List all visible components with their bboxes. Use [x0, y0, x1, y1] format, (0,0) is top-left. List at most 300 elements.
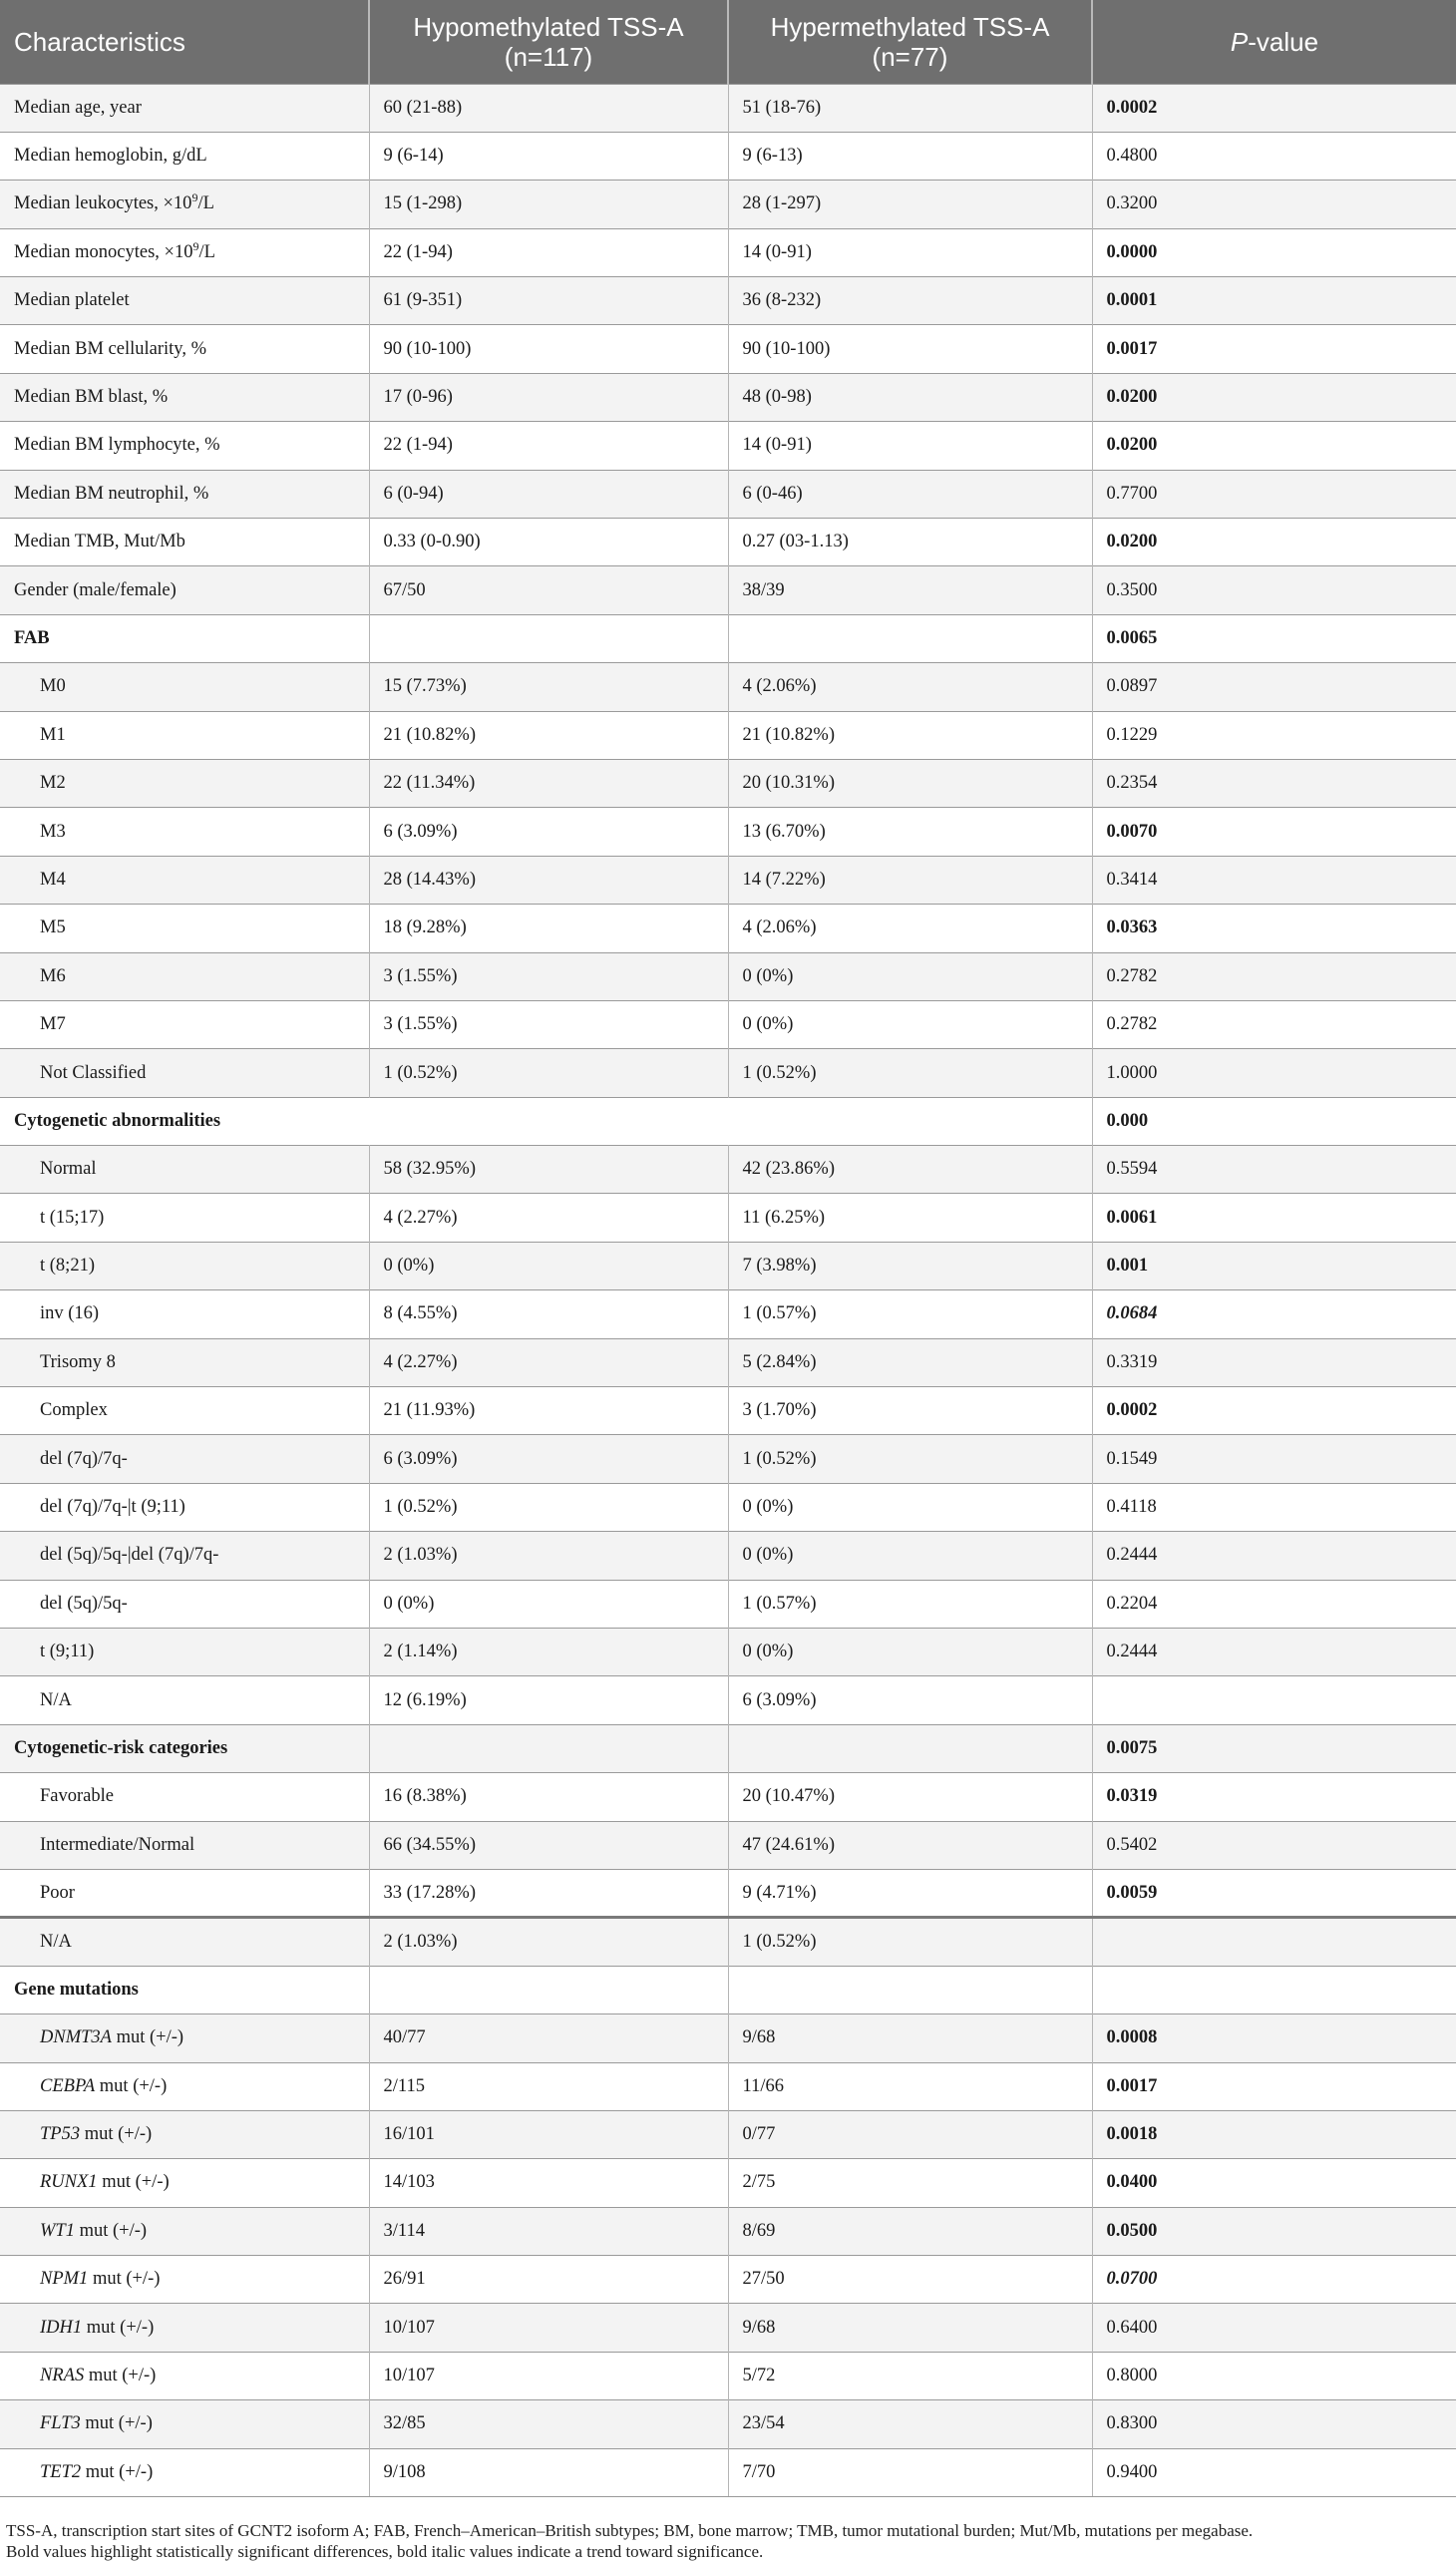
characteristic-cell — [0, 2159, 369, 2207]
characteristic-cell — [0, 519, 369, 566]
pvalue-cell: 0.2354 — [1092, 759, 1456, 807]
hypermethylated-cell: 13 (6.70%) — [728, 808, 1092, 856]
hypermethylated-cell: 36 (8-232) — [728, 277, 1092, 325]
hypomethylated-cell: 90 (10-100) — [369, 325, 728, 373]
hypomethylated-cell: 4 (2.27%) — [369, 1194, 728, 1242]
characteristic-label: Median BM cellularity, % — [14, 338, 207, 359]
superscript: 9 — [192, 238, 199, 253]
hypermethylated-cell — [728, 1097, 1092, 1145]
pvalue-cell: 1.0000 — [1092, 1049, 1456, 1097]
hypomethylated-cell: 9/108 — [369, 2448, 728, 2496]
section-row — [0, 1724, 1456, 1772]
table-row — [0, 132, 1456, 180]
characteristic-cell — [0, 808, 369, 856]
characteristic-cell — [0, 325, 369, 373]
table-row — [0, 711, 1456, 759]
characteristic-cell — [0, 1194, 369, 1242]
characteristic-label-suffix: /L — [197, 193, 214, 214]
hypomethylated-cell: 3 (1.55%) — [369, 1000, 728, 1048]
pvalue-cell: 0.0008 — [1092, 2014, 1456, 2062]
hypermethylated-cell: 9 (4.71%) — [728, 1869, 1092, 1917]
hypomethylated-cell: 10/107 — [369, 2352, 728, 2399]
characteristic-cell — [0, 1146, 369, 1194]
pvalue-cell: 0.0059 — [1092, 1869, 1456, 1917]
footnote-significance: Bold values highlight statistically significant differences, bold italic values indicate a trend toward significance. — [6, 2542, 764, 2561]
characteristic-label: Median monocytes, ×10 — [14, 241, 193, 262]
hypermethylated-cell: 0.27 (03-1.13) — [728, 519, 1092, 566]
table-row — [0, 470, 1456, 518]
characteristic-cell — [0, 2207, 369, 2255]
characteristic-cell — [0, 1097, 369, 1145]
characteristic-cell — [0, 1483, 369, 1531]
hypomethylated-cell: 17 (0-96) — [369, 373, 728, 421]
characteristic-cell — [0, 1580, 369, 1628]
hypomethylated-cell: 3/114 — [369, 2207, 728, 2255]
characteristic-label-suffix: mut (+/-) — [80, 2413, 153, 2434]
characteristic-cell — [0, 1629, 369, 1676]
table-row — [0, 1387, 1456, 1435]
characteristic-cell — [0, 1387, 369, 1435]
hypermethylated-cell: 14 (7.22%) — [728, 856, 1092, 904]
pvalue-cell: 0.000 — [1092, 1097, 1456, 1145]
hypermethylated-cell: 2/75 — [728, 2159, 1092, 2207]
hypomethylated-cell: 1 (0.52%) — [369, 1483, 728, 1531]
table-row — [0, 277, 1456, 325]
characteristic-cell — [0, 422, 369, 470]
pvalue-cell: 0.3319 — [1092, 1338, 1456, 1386]
pvalue-cell: 0.9400 — [1092, 2448, 1456, 2496]
table-row — [0, 1918, 1456, 1966]
section-row — [0, 1097, 1456, 1145]
characteristic-cell — [0, 711, 369, 759]
characteristic-cell — [0, 856, 369, 904]
table-row — [0, 759, 1456, 807]
hypomethylated-cell: 21 (10.82%) — [369, 711, 728, 759]
hypermethylated-cell: 27/50 — [728, 2256, 1092, 2304]
characteristic-cell — [0, 228, 369, 276]
table-row — [0, 1821, 1456, 1869]
table-body — [0, 84, 1456, 2497]
table-row — [0, 952, 1456, 1000]
hypermethylated-cell: 42 (23.86%) — [728, 1146, 1092, 1194]
pvalue-cell: 0.0017 — [1092, 325, 1456, 373]
pvalue-cell: 0.5402 — [1092, 1821, 1456, 1869]
pvalue-cell: 0.4118 — [1092, 1483, 1456, 1531]
pvalue-cell: 0.0400 — [1092, 2159, 1456, 2207]
hypermethylated-cell: 20 (10.47%) — [728, 1773, 1092, 1821]
characteristic-cell — [0, 1821, 369, 1869]
hypomethylated-cell: 28 (14.43%) — [369, 856, 728, 904]
hypermethylated-cell: 0 (0%) — [728, 952, 1092, 1000]
characteristic-label: t (9;11) — [40, 1642, 95, 1662]
pvalue-cell: 0.6400 — [1092, 2304, 1456, 2352]
hypermethylated-cell: 6 (3.09%) — [728, 1676, 1092, 1724]
characteristic-label: Trisomy 8 — [40, 1351, 116, 1372]
hypermethylated-cell — [728, 1724, 1092, 1772]
characteristic-label: Median age, year — [14, 97, 142, 118]
pvalue-cell: 0.0700 — [1092, 2256, 1456, 2304]
superscript: 9 — [191, 190, 198, 205]
hypermethylated-cell: 5/72 — [728, 2352, 1092, 2399]
hypermethylated-cell: 7 (3.98%) — [728, 1242, 1092, 1289]
characteristic-label: Gender (male/female) — [14, 579, 177, 600]
characteristic-cell — [0, 2014, 369, 2062]
characteristic-label-suffix: mut (+/-) — [88, 2269, 161, 2290]
gene-name: NRAS — [40, 2366, 85, 2386]
hypomethylated-cell: 10/107 — [369, 2304, 728, 2352]
hypomethylated-cell: 22 (1-94) — [369, 422, 728, 470]
table-row — [0, 2256, 1456, 2304]
hypermethylated-cell: 11 (6.25%) — [728, 1194, 1092, 1242]
gene-name: CEBPA — [40, 2075, 96, 2096]
pvalue-cell: 0.0002 — [1092, 84, 1456, 132]
characteristic-label-suffix: mut (+/-) — [80, 2124, 153, 2145]
pvalue-cell: 0.0000 — [1092, 228, 1456, 276]
hypermethylated-cell: 38/39 — [728, 566, 1092, 614]
characteristic-label: Normal — [40, 1159, 97, 1180]
characteristic-cell — [0, 2110, 369, 2158]
hypomethylated-cell: 0 (0%) — [369, 1242, 728, 1289]
characteristic-label: inv (16) — [40, 1303, 100, 1324]
header-hypermethylated — [728, 0, 1092, 84]
hypomethylated-cell — [369, 1097, 728, 1145]
pvalue-cell: 0.0070 — [1092, 808, 1456, 856]
section-row — [0, 1966, 1456, 2013]
hypermethylated-cell: 4 (2.06%) — [728, 663, 1092, 711]
footnote-abbreviations: TSS-A, transcription start sites of GCNT2 isoform A; FAB, French–American–British subtypes; BM, bone marrow; TMB, tumor mutational burden; Mut/Mb, mutations per megabase. — [6, 2521, 1254, 2540]
characteristic-label: N/A — [40, 1932, 72, 1953]
hypomethylated-cell: 2/115 — [369, 2062, 728, 2110]
characteristic-label-suffix: mut (+/-) — [111, 2027, 184, 2048]
characteristic-label: Median hemoglobin, g/dL — [14, 146, 207, 167]
table-row — [0, 808, 1456, 856]
characteristic-label: del (7q)/7q- — [40, 1448, 128, 1469]
hypomethylated-cell: 33 (17.28%) — [369, 1869, 728, 1917]
hypomethylated-cell: 60 (21-88) — [369, 84, 728, 132]
hypermethylated-cell: 51 (18-76) — [728, 84, 1092, 132]
hypermethylated-cell: 28 (1-297) — [728, 181, 1092, 228]
characteristic-label: del (5q)/5q-|del (7q)/7q- — [40, 1545, 219, 1566]
gene-name: DNMT3A — [40, 2027, 112, 2048]
characteristic-label: Cytogenetic abnormalities — [14, 1110, 221, 1131]
hypomethylated-cell: 1 (0.52%) — [369, 1049, 728, 1097]
table-row — [0, 1146, 1456, 1194]
characteristic-cell — [0, 2256, 369, 2304]
table-row — [0, 2207, 1456, 2255]
characteristic-label: M7 — [40, 1014, 66, 1035]
gene-name: TP53 — [40, 2124, 81, 2145]
characteristic-label: Median leukocytes, ×10 — [14, 193, 192, 214]
characteristic-cell — [0, 1869, 369, 1917]
pvalue-cell: 0.4800 — [1092, 132, 1456, 180]
hypomethylated-cell: 16 (8.38%) — [369, 1773, 728, 1821]
gene-name: TET2 — [40, 2461, 82, 2482]
table-row — [0, 1869, 1456, 1917]
hypermethylated-cell: 1 (0.57%) — [728, 1580, 1092, 1628]
characteristic-label: Cytogenetic-risk categories — [14, 1737, 228, 1758]
pvalue-cell: 0.0061 — [1092, 1194, 1456, 1242]
section-row — [0, 614, 1456, 662]
pvalue-cell: 0.2782 — [1092, 952, 1456, 1000]
pvalue-cell: 0.3200 — [1092, 181, 1456, 228]
characteristic-label: Poor — [40, 1882, 75, 1903]
characteristic-label: M4 — [40, 869, 66, 890]
pvalue-cell: 0.0002 — [1092, 1387, 1456, 1435]
table-row — [0, 2448, 1456, 2496]
characteristic-cell — [0, 1918, 369, 1966]
hypomethylated-cell: 66 (34.55%) — [369, 1821, 728, 1869]
gene-name: WT1 — [40, 2220, 75, 2241]
characteristic-label: Not Classified — [40, 1062, 147, 1083]
characteristic-label: M3 — [40, 821, 66, 842]
characteristic-cell — [0, 952, 369, 1000]
pvalue-cell: 0.0200 — [1092, 373, 1456, 421]
characteristic-label-suffix: mut (+/-) — [84, 2366, 157, 2386]
hypermethylated-cell: 1 (0.57%) — [728, 1290, 1092, 1338]
table-row — [0, 2014, 1456, 2062]
header-hypermethylated-text: Hypermethylated TSS-A (n=77) — [770, 11, 1050, 72]
characteristic-cell — [0, 614, 369, 662]
table-row — [0, 1049, 1456, 1097]
hypomethylated-cell: 6 (0-94) — [369, 470, 728, 518]
table-row — [0, 422, 1456, 470]
gene-name: FLT3 — [40, 2413, 81, 2434]
characteristic-cell — [0, 1724, 369, 1772]
characteristic-label: Median TMB, Mut/Mb — [14, 532, 185, 552]
characteristic-cell — [0, 1338, 369, 1386]
table-row — [0, 1194, 1456, 1242]
hypermethylated-cell — [728, 614, 1092, 662]
characteristic-cell — [0, 2304, 369, 2352]
table-row — [0, 519, 1456, 566]
characteristic-cell — [0, 2400, 369, 2448]
characteristic-label: Median platelet — [14, 290, 130, 311]
pvalue-cell: 0.0897 — [1092, 663, 1456, 711]
hypomethylated-cell: 22 (11.34%) — [369, 759, 728, 807]
hypermethylated-cell: 9/68 — [728, 2014, 1092, 2062]
hypomethylated-cell: 61 (9-351) — [369, 277, 728, 325]
hypermethylated-cell: 14 (0-91) — [728, 422, 1092, 470]
hypomethylated-cell: 58 (32.95%) — [369, 1146, 728, 1194]
table-row — [0, 1629, 1456, 1676]
table-row — [0, 663, 1456, 711]
table-row — [0, 2352, 1456, 2399]
characteristic-cell — [0, 1290, 369, 1338]
table-row — [0, 1580, 1456, 1628]
characteristic-label: M2 — [40, 773, 66, 794]
hypermethylated-cell: 0/77 — [728, 2110, 1092, 2158]
gene-name: IDH1 — [40, 2317, 83, 2338]
hypermethylated-cell: 0 (0%) — [728, 1532, 1092, 1580]
gene-name: NPM1 — [40, 2269, 89, 2290]
characteristic-cell — [0, 1773, 369, 1821]
header-pvalue-rest: -value — [1248, 26, 1319, 57]
characteristic-label: Gene mutations — [14, 1979, 139, 2000]
hypermethylated-cell: 1 (0.52%) — [728, 1049, 1092, 1097]
table-row — [0, 2062, 1456, 2110]
characteristic-cell — [0, 1676, 369, 1724]
hypermethylated-cell: 0 (0%) — [728, 1629, 1092, 1676]
hypomethylated-cell — [369, 1966, 728, 2013]
pvalue-cell: 0.7700 — [1092, 470, 1456, 518]
table-row — [0, 1435, 1456, 1483]
hypomethylated-cell: 26/91 — [369, 2256, 728, 2304]
hypermethylated-cell: 14 (0-91) — [728, 228, 1092, 276]
gene-name: RUNX1 — [40, 2172, 98, 2193]
hypomethylated-cell — [369, 614, 728, 662]
hypermethylated-cell: 0 (0%) — [728, 1483, 1092, 1531]
header-pvalue — [1092, 0, 1456, 84]
hypomethylated-cell: 40/77 — [369, 2014, 728, 2062]
pvalue-cell: 0.0684 — [1092, 1290, 1456, 1338]
table-row — [0, 1290, 1456, 1338]
characteristic-label: Intermediate/Normal — [40, 1834, 195, 1855]
hypermethylated-cell: 9 (6-13) — [728, 132, 1092, 180]
hypermethylated-cell: 1 (0.52%) — [728, 1918, 1092, 1966]
characteristic-cell — [0, 1532, 369, 1580]
pvalue-cell: 0.0363 — [1092, 905, 1456, 952]
pvalue-cell — [1092, 1918, 1456, 1966]
table-row — [0, 1773, 1456, 1821]
pvalue-cell: 0.3414 — [1092, 856, 1456, 904]
hypomethylated-cell: 0.33 (0-0.90) — [369, 519, 728, 566]
characteristic-label: Median BM neutrophil, % — [14, 483, 209, 504]
characteristic-cell — [0, 181, 369, 228]
hypomethylated-cell: 0 (0%) — [369, 1580, 728, 1628]
pvalue-cell: 0.0001 — [1092, 277, 1456, 325]
hypomethylated-cell: 2 (1.03%) — [369, 1918, 728, 1966]
table-row — [0, 1338, 1456, 1386]
header-row — [0, 0, 1456, 84]
hypomethylated-cell — [369, 1724, 728, 1772]
header-hypomethylated — [369, 0, 728, 84]
characteristic-label: t (8;21) — [40, 1256, 95, 1277]
characteristic-label-suffix: mut (+/-) — [97, 2172, 170, 2193]
pvalue-cell: 0.0319 — [1092, 1773, 1456, 1821]
hypomethylated-cell: 15 (1-298) — [369, 181, 728, 228]
pvalue-cell: 0.0018 — [1092, 2110, 1456, 2158]
hypomethylated-cell: 6 (3.09%) — [369, 808, 728, 856]
hypermethylated-cell: 48 (0-98) — [728, 373, 1092, 421]
hypomethylated-cell: 21 (11.93%) — [369, 1387, 728, 1435]
hypermethylated-cell: 9/68 — [728, 2304, 1092, 2352]
hypomethylated-cell: 8 (4.55%) — [369, 1290, 728, 1338]
hypermethylated-cell: 47 (24.61%) — [728, 1821, 1092, 1869]
characteristic-cell — [0, 84, 369, 132]
hypermethylated-cell: 90 (10-100) — [728, 325, 1092, 373]
characteristic-cell — [0, 1000, 369, 1048]
pvalue-cell: 0.2444 — [1092, 1629, 1456, 1676]
table-row — [0, 856, 1456, 904]
pvalue-cell: 0.0200 — [1092, 519, 1456, 566]
table-footnote — [6, 2520, 1452, 2562]
characteristic-cell — [0, 1049, 369, 1097]
characteristic-label-suffix: /L — [198, 241, 215, 262]
characteristic-label: t (15;17) — [40, 1207, 105, 1228]
hypomethylated-cell: 12 (6.19%) — [369, 1676, 728, 1724]
pvalue-cell: 0.001 — [1092, 1242, 1456, 1289]
characteristic-cell — [0, 2352, 369, 2399]
hypermethylated-cell: 23/54 — [728, 2400, 1092, 2448]
pvalue-cell: 0.3500 — [1092, 566, 1456, 614]
hypermethylated-cell: 3 (1.70%) — [728, 1387, 1092, 1435]
pvalue-cell: 0.1549 — [1092, 1435, 1456, 1483]
table-row — [0, 566, 1456, 614]
table-row — [0, 181, 1456, 228]
characteristic-label: M0 — [40, 676, 66, 697]
characteristic-label: M1 — [40, 724, 66, 745]
characteristic-cell — [0, 2448, 369, 2496]
characteristic-label: M6 — [40, 965, 66, 986]
characteristic-cell — [0, 373, 369, 421]
hypermethylated-cell: 5 (2.84%) — [728, 1338, 1092, 1386]
characteristic-label: Median BM lymphocyte, % — [14, 435, 220, 456]
characteristic-cell — [0, 566, 369, 614]
pvalue-cell: 0.0017 — [1092, 2062, 1456, 2110]
characteristic-label: del (7q)/7q-|t (9;11) — [40, 1497, 185, 1518]
hypomethylated-cell: 6 (3.09%) — [369, 1435, 728, 1483]
pvalue-cell: 0.0500 — [1092, 2207, 1456, 2255]
hypomethylated-cell: 14/103 — [369, 2159, 728, 2207]
characteristic-cell — [0, 470, 369, 518]
characteristic-label: Median BM blast, % — [14, 387, 169, 408]
pvalue-cell — [1092, 1676, 1456, 1724]
table-row — [0, 1242, 1456, 1289]
pvalue-cell: 0.0065 — [1092, 614, 1456, 662]
hypomethylated-cell: 15 (7.73%) — [369, 663, 728, 711]
pvalue-cell: 0.1229 — [1092, 711, 1456, 759]
table-row — [0, 228, 1456, 276]
hypomethylated-cell: 4 (2.27%) — [369, 1338, 728, 1386]
characteristic-cell — [0, 132, 369, 180]
characteristic-cell — [0, 905, 369, 952]
hypomethylated-cell: 9 (6-14) — [369, 132, 728, 180]
hypomethylated-cell: 2 (1.03%) — [369, 1532, 728, 1580]
characteristic-cell — [0, 1966, 369, 2013]
table-header — [0, 0, 1456, 84]
hypermethylated-cell: 11/66 — [728, 2062, 1092, 2110]
characteristic-cell — [0, 2062, 369, 2110]
hypomethylated-cell: 67/50 — [369, 566, 728, 614]
characteristic-label-suffix: mut (+/-) — [74, 2220, 148, 2241]
pvalue-cell: 0.5594 — [1092, 1146, 1456, 1194]
pvalue-cell: 0.2782 — [1092, 1000, 1456, 1048]
characteristic-label-suffix: mut (+/-) — [81, 2461, 154, 2482]
hypermethylated-cell: 0 (0%) — [728, 1000, 1092, 1048]
characteristic-label: Favorable — [40, 1786, 114, 1807]
pvalue-cell — [1092, 1966, 1456, 2013]
hypomethylated-cell: 32/85 — [369, 2400, 728, 2448]
characteristic-label: N/A — [40, 1689, 72, 1710]
characteristic-label: FAB — [14, 627, 50, 648]
header-pvalue-italic: P — [1230, 26, 1249, 57]
hypermethylated-cell: 4 (2.06%) — [728, 905, 1092, 952]
table-row — [0, 905, 1456, 952]
table-row — [0, 1676, 1456, 1724]
hypermethylated-cell: 20 (10.31%) — [728, 759, 1092, 807]
hypomethylated-cell: 3 (1.55%) — [369, 952, 728, 1000]
characteristic-cell — [0, 663, 369, 711]
hypermethylated-cell — [728, 1966, 1092, 2013]
pvalue-cell: 0.0075 — [1092, 1724, 1456, 1772]
table-row — [0, 2304, 1456, 2352]
hypomethylated-cell: 22 (1-94) — [369, 228, 728, 276]
hypermethylated-cell: 1 (0.52%) — [728, 1435, 1092, 1483]
table-row — [0, 373, 1456, 421]
hypomethylated-cell: 16/101 — [369, 2110, 728, 2158]
characteristic-label-suffix: mut (+/-) — [95, 2075, 168, 2096]
pvalue-cell: 0.2204 — [1092, 1580, 1456, 1628]
